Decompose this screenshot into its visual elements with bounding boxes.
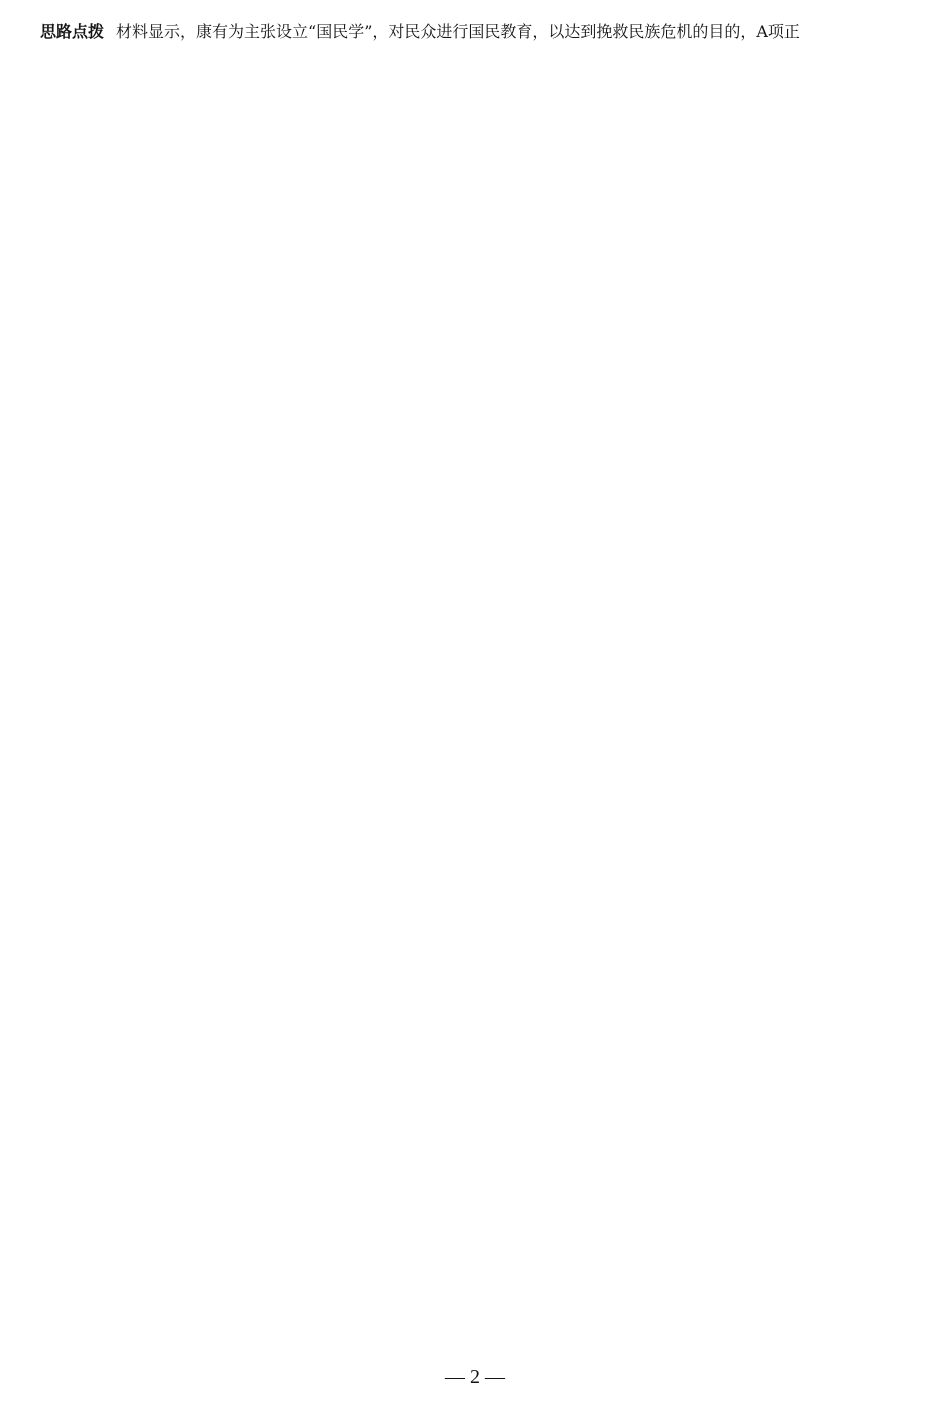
page-number: — 2 — <box>445 1366 505 1388</box>
hint-label: 思路点拨 <box>40 22 105 41</box>
line-text: 材料显示，康有为主张设立“国民学”，对民众进行国民教育，以达到挽救民族危机的目的，A项正 <box>116 22 800 41</box>
text-line <box>0 15 950 48</box>
